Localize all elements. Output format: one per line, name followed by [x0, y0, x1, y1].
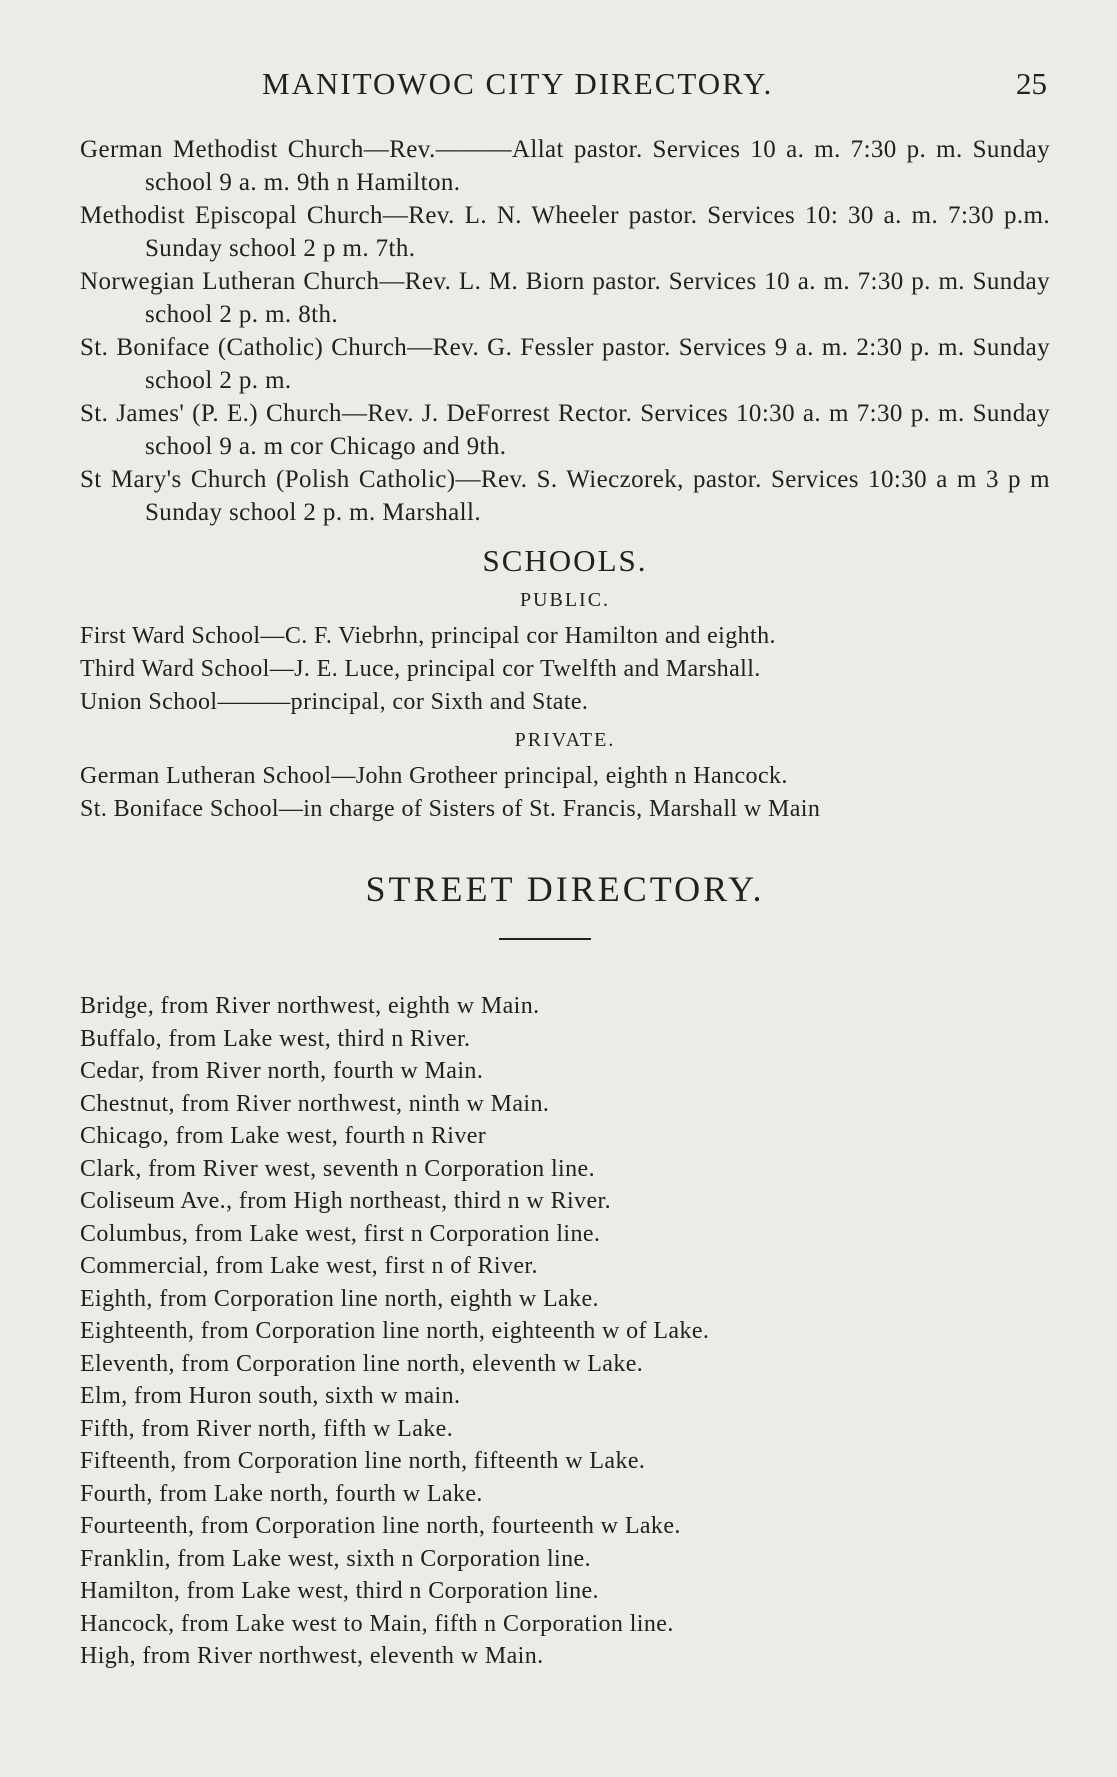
street-entry: Coliseum Ave., from High northeast, third n w River. — [80, 1188, 611, 1214]
street-entry: Columbus, from Lake west, first n Corporation line. — [80, 1220, 601, 1247]
church-entry: St. James' (P. E.) Church—Rev. J. DeForrest Rector. Services 10:30 a. m 7:30 p. m. Sunday school 9 a. m cor Chicago and 9th. — [80, 400, 1050, 460]
street-entry: Eighteenth, from Corporation line north, eighteenth w of Lake. — [80, 1318, 710, 1344]
church-entry: Methodist Episcopal Church—Rev. L. N. Wheeler pastor. Services 10: 30 a. m. 7:30 p.m. Sunday school 2 p m. 7th. — [80, 202, 1050, 262]
schools-heading: SCHOOLS. — [482, 543, 648, 578]
street-entry: Chicago, from Lake west, fourth n River — [80, 1123, 487, 1149]
school-entry: Union School———principal, cor Sixth and State. — [80, 689, 589, 715]
street-entry: Clark, from River west, seventh n Corporation line. — [80, 1155, 595, 1182]
section-divider — [499, 938, 591, 940]
street-entry: Commercial, from Lake west, first n of River. — [80, 1253, 538, 1279]
street-entry: Franklin, from Lake west, sixth n Corporation line. — [80, 1545, 591, 1572]
private-schools-heading: PRIVATE. — [514, 729, 616, 751]
church-entry: St. Boniface (Catholic) Church—Rev. G. Fessler pastor. Services 9 a. m. 2:30 p. m. Sunday school 2 p. m. — [80, 334, 1050, 394]
public-schools-heading: PUBLIC. — [519, 589, 611, 611]
running-title: MANITOWOC CITY DIRECTORY. — [262, 66, 774, 101]
street-entry: Fourth, from Lake north, fourth w Lake. — [80, 1480, 483, 1507]
school-entry: First Ward School—C. F. Viebrhn, principal cor Hamilton and eighth. — [80, 623, 776, 649]
school-entry: German Lutheran School—John Grotheer principal, eighth n Hancock. — [80, 763, 788, 789]
church-entry: St Mary's Church (Polish Catholic)—Rev. S. Wieczorek, pastor. Services 10:30 a m 3 p m Sunday school 2 p. m. Marshall. — [80, 466, 1050, 526]
street-entry: Cedar, from River north, fourth w Main. — [80, 1058, 484, 1084]
church-list — [80, 133, 1050, 529]
street-entry: Fourteenth, from Corporation line north, fourteenth w Lake. — [80, 1513, 681, 1539]
school-entry: Third Ward School—J. E. Luce, principal cor Twelfth and Marshall. — [80, 656, 761, 682]
street-entry: Fifteenth, from Corporation line north, fifteenth w Lake. — [80, 1448, 646, 1474]
street-entry: Buffalo, from Lake west, third n River. — [80, 1025, 471, 1052]
public-school-list — [80, 620, 1050, 719]
street-entry: Hancock, from Lake west to Main, fifth n Corporation line. — [80, 1610, 674, 1637]
church-entry: German Methodist Church—Rev.———Allat pastor. Services 10 a. m. 7:30 p. m. Sunday school 9 a. m. 9th n Hamilton. — [80, 136, 1050, 196]
running-header — [0, 66, 1117, 110]
street-entry: Hamilton, from Lake west, third n Corporation line. — [80, 1578, 599, 1604]
page-body — [80, 133, 1050, 1673]
private-school-list — [80, 760, 1050, 826]
church-entry: Norwegian Lutheran Church—Rev. L. M. Biorn pastor. Services 10 a. m. 7:30 p. m. Sunday school 2 p. m. 8th. — [80, 268, 1050, 328]
street-entry: High, from River northwest, eleventh w Main. — [80, 1643, 544, 1669]
street-entry: Elm, from Huron south, sixth w main. — [80, 1383, 461, 1409]
page-number: 25 — [1016, 66, 1047, 101]
street-entry: Eighth, from Corporation line north, eighth w Lake. — [80, 1285, 599, 1312]
street-entry: Chestnut, from River northwest, ninth w Main. — [80, 1090, 550, 1117]
street-entry: Eleventh, from Corporation line north, eleventh w Lake. — [80, 1350, 644, 1377]
street-entry: Bridge, from River northwest, eighth w Main. — [80, 993, 540, 1019]
school-entry: St. Boniface School—in charge of Sisters of St. Francis, Marshall w Main — [80, 796, 821, 822]
street-list — [80, 990, 1050, 1673]
street-directory-heading: STREET DIRECTORY. — [365, 869, 765, 909]
street-entry: Fifth, from River north, fifth w Lake. — [80, 1415, 454, 1442]
